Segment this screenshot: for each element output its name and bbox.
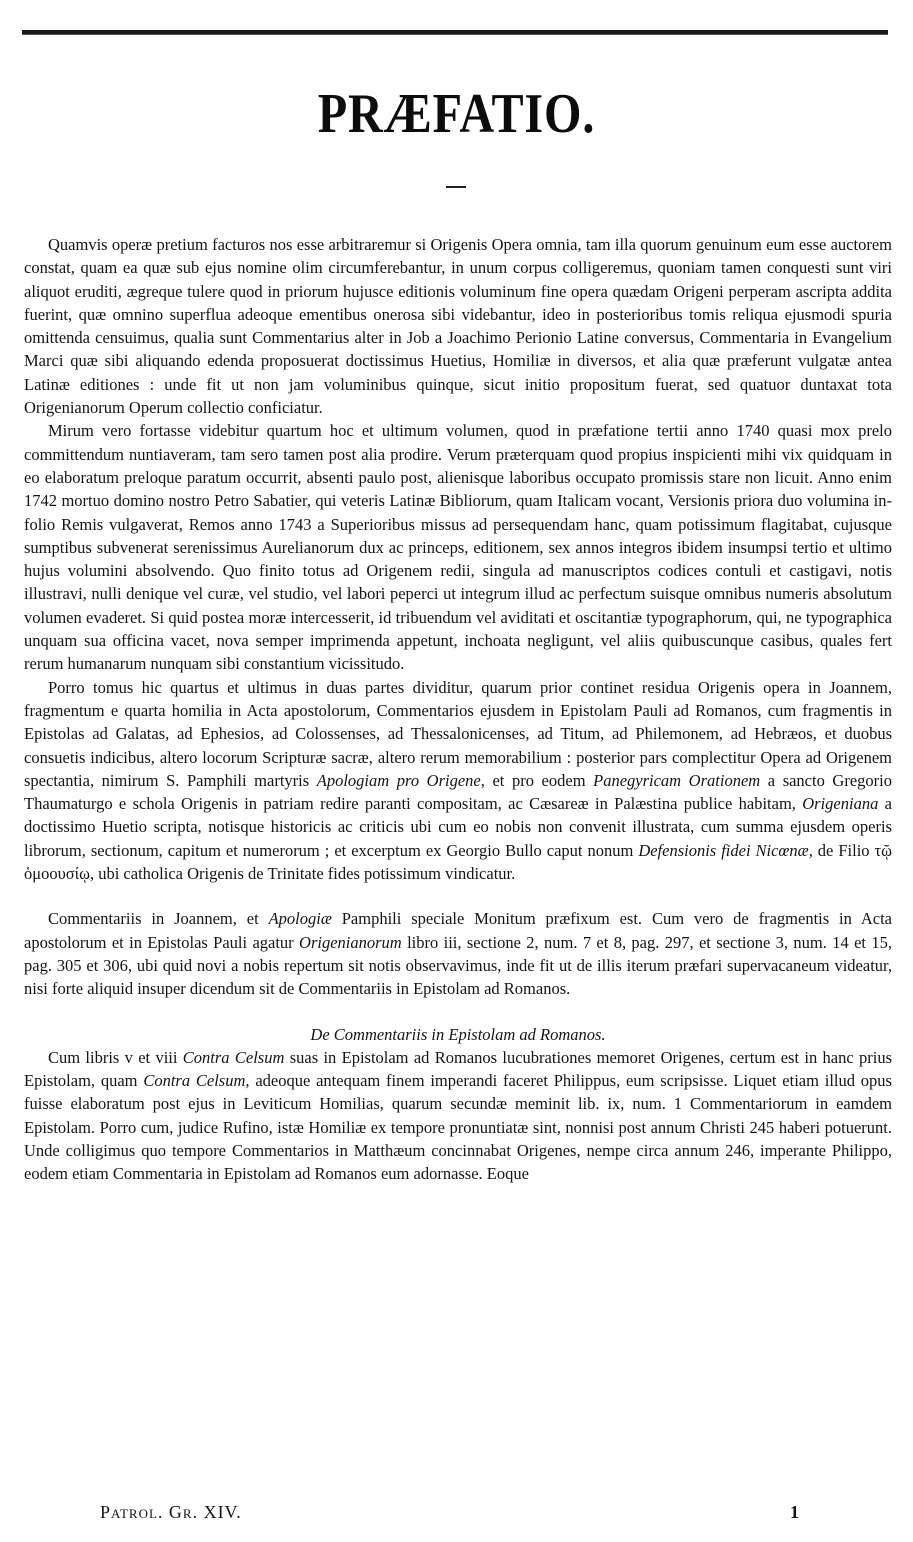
footer-reference: Patrol. Gr. XIV. <box>100 1502 242 1522</box>
paragraph-5-text: Cum libris v et viii <box>48 1047 183 1067</box>
section-heading: De Commentariis in Epistolam ad Romanos. <box>310 1024 606 1044</box>
paragraph-1 <box>24 233 892 419</box>
paragraph-1-text: Quamvis operæ pretium facturos nos esse arbitraremur si Origenis Opera omnia, tam illa quorum genuinum eum esse auctorem constat, quam ea quæ sub ejus nomine olim circumferebantur, in unum corpus colligeremus, quoniam tamen conquesti sunt viri aliquot eruditi, ægreque tulere quod in priorum hujusce editionis voluminum fine opera quædam Origeni perperam ascripta addita fuerint, quæ omnino superflua adeoque ementibus onerosa sibi videbantur, ideo in posterioribus tomis reliqua ejusmodi spuria omittenda censuimus, qualia sunt Commentarius alter in Job a Joachimo Perionio Latine conversus, Commentaria in Evangelium Marci quæ sibi aliquando edenda proposuerat doctissimus Huetius, Homiliæ in diversos, et alia quæ præferunt vulgatæ antea Latinæ editiones : unde fit ut non jam voluminibus quinque, sicut initio propositum fuerat, sed quatuor duntaxat tota Origenianorum Operum collectio conficiatur. <box>24 235 892 418</box>
title-divider <box>446 186 466 188</box>
paragraph-5-text: , adeoque antequam finem imperandi faceret Philippus, eum scripsisse. Liquet etiam illud opus fuisse elaboratum post ejus in Leviticum Homilias, quarum secundæ meminit lib. ix, num. 1 Commentariorum in eamdem Epistolam. Porro cum, judice Rufino, istæ Homiliæ ex tempore pronuntiatæ sint, nonnisi post annum Christi 245 haberi potuerunt. Unde colligimus quo tempore Commentarios in Matthæum concinnabat Origenes, nempe circa annum 246, imperante Philippo, eodem etiam Commentaria in Epistolam ad Romanos eum adornasse. Eoque <box>24 1071 892 1184</box>
work-title-defensio: Defensionis fidei Nicœnæ <box>638 840 809 860</box>
work-title-apologia: Apologiam pro Origene <box>316 770 481 790</box>
work-title-contra-celsum: Contra Celsum <box>182 1047 285 1067</box>
paragraph-5-text: suas in Epistolam ad Romanos lucubrationes memoret Origenes, certum est in hanc prius Epistolam, quam <box>24 1047 893 1091</box>
paragraph-3-text: , de Filio τῷ ὁμοουσίῳ, ubi catholica Origenis de Trinitate fides potissimum vindicatur. <box>24 840 892 884</box>
paragraph-3-text: Porro tomus hic quartus et ultimus in duas partes dividitur, quarum prior continet residua Origenis opera in Joannem, fragmentum e quarta homilia in Acta apostolorum, Commentarios ejusdem in Epistolam Pauli ad Romanos, cum fragmentis in Epistolas ad Galatas, ad Ephesios, ad Colossenses, ad Thessalonicenses, ad Titum, ad Philemonem, ad Hebræos, et duobus consuetis indicibus, altero locorum Scripturæ sacræ, altero rerum memorabilium : posterior pars complectitur Opera ad Origenem spectantia, nimirum S. Pamphili martyris <box>24 677 892 790</box>
paragraph-4-text: libro iii, sectione 2, num. 7 et 8, pag. 297, et sectione 3, num. 14 et 15, pag. 305 et 306, ubi quid novi a nobis repertum sit notis observavimus, inde fit ut de illis iterum præfari supervacaneum videatur, nisi forte aliquid insuper dicendum sit de Commentariis in Epistolam ad Romanos. <box>24 932 892 999</box>
paragraph-4-text: Pamphili speciale Monitum præfixum est. Cum vero de fragmentis in Acta apostolorum et in Epistolas Pauli agatur <box>24 909 893 952</box>
work-title-contra-celsum: Contra Celsum <box>143 1071 246 1091</box>
work-title-origeniana: Origeniana <box>802 794 879 814</box>
page-number: 1 <box>790 1502 799 1522</box>
page-footer <box>0 1502 913 1526</box>
paragraph-5 <box>24 1046 892 1186</box>
paragraph-3-text: a sancto Gregorio Thaumaturgo e schola Origenis in patriam redire paranti compositam, ac Cæsareæ in Palæstina publice habitam, <box>24 770 892 814</box>
paragraph-3-text: a doctissimo Huetio scripta, notisque historicis ac criticis ubi cum eo nobis non convenit illustrata, cum summa ejusdem operis librorum, sectionum, capitum et numerorum ; et excerptum ex Georgio Bullo caput nonum <box>24 794 892 860</box>
body-text <box>24 233 892 1186</box>
paragraph-4-text: Commentariis in Joannem, et <box>48 909 269 929</box>
top-rule <box>22 30 888 34</box>
paragraph-3-text: , et pro eodem <box>480 770 594 790</box>
page-title: PRÆFATIO. <box>317 83 596 145</box>
paragraph-2-text: Mirum vero fortasse videbitur quartum hoc et ultimum volumen, quod in præfatione tertii anno 1740 quasi mox prelo committendum nuntiaveram, tam sero tamen post alia prodire. Verum præterquam quod propius inspicienti mihi vix quidquam in eo elaboratum preloque paratum occurrit, absenti paulo post, alienisque laboribus occupato promissis stare non licuit. Anno enim 1742 mortuo domino nostro Petro Sabatier, qui veteris Latinæ Bibliorum, quam Italicam vocant, Versionis priora duo volumina in-folio Remis vulgaverat, Remos anno 1743 a Superioribus missus ad persequendam hanc, quam potissimum flagitabat, cujusque sumptibus subvenerat serenissimus Aurelianorum dux ac princeps, editionem, sex annos integros ibidem insumpsi tertio et ultimo hujus volumini absolvendo. Quo finito totus ad Origenem redii, singula ad manuscriptos codices contuli et castigavi, notis illustravi, nulli denique vel curæ, vel studio, vel labori peperci ut integrum illud ac perfectum suisque omnibus numeris absolutum volumen evaderet. Si quid postea moræ intercesserit, id tribuendum vel aviditati et oscitantiæ typographorum, qui, ne typographica unquam sua officina vacet, nova semper imprimenda appetunt, inchoata negligunt, vel aliis quibuscunque casibus, quales fert rerum humanarum nunquam sibi constantium vicissitudo. <box>24 421 892 674</box>
paragraph-2 <box>24 419 892 675</box>
work-title-apologiae: Apologiæ <box>268 909 332 929</box>
work-title-origenianorum: Origenianorum <box>299 932 402 952</box>
paragraph-4 <box>24 907 892 1000</box>
work-title-panegyric: Panegyricam Orationem <box>593 770 761 790</box>
paragraph-3 <box>24 676 892 886</box>
